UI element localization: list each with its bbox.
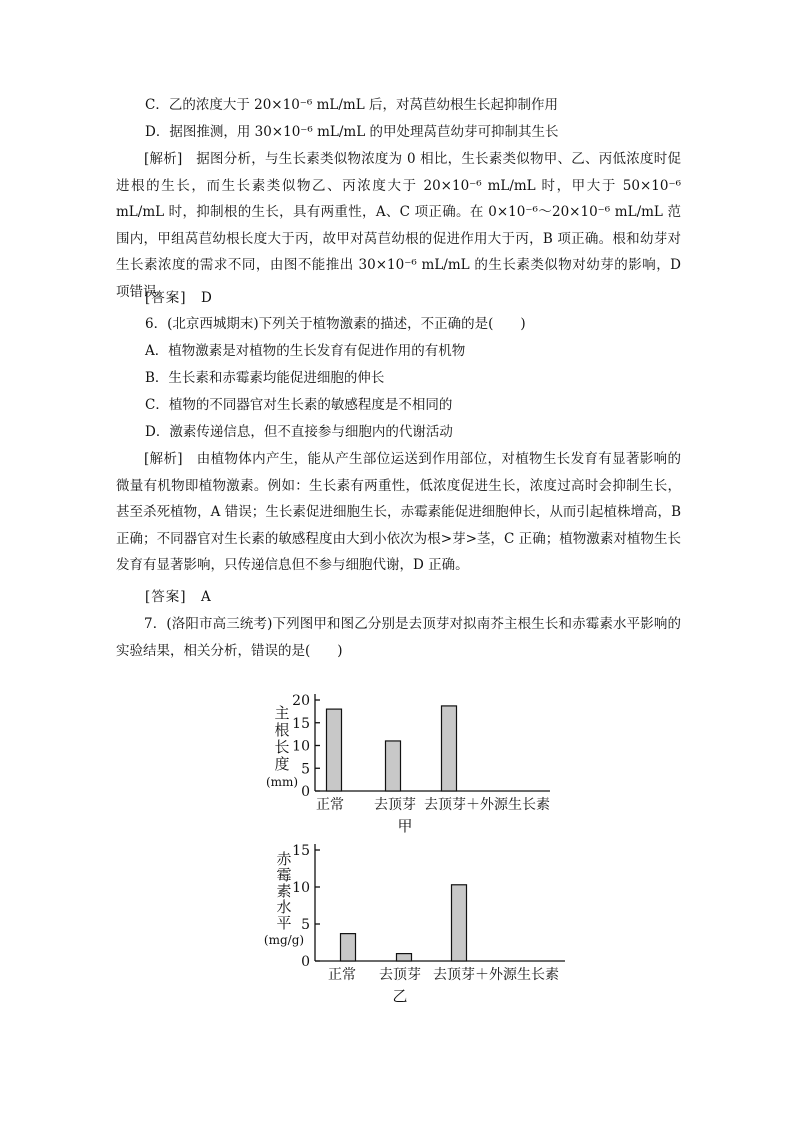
- q5-analysis: [解析] 据图分析，与生长素类似物浓度为 0 相比，生长素类似物甲、乙、丙低浓度时促进根的生长，而生长素类似物乙、丙浓度大于 20×10⁻⁶ mL/mL 时，甲大于 50×10⁻⁶ mL/mL 时，抑制根的生长，具有两重性，A、C 项正确。在 0×10⁻⁶～20×10⁻⁶ mL/mL 范围内，甲组莴苣幼根长度大于丙，故甲对莴苣幼根的促进作用大于丙，B 项正确。根和幼芽对生长素浓度的需求不同，由图不能推出 30×10⁻⁶ mL/mL 的生长素类似物对幼芽的影响，D 项错误。: [116, 151, 681, 300]
- y-tick-label: 10: [292, 738, 310, 755]
- y-axis-label: (mm): [265, 775, 299, 789]
- bar: [341, 934, 356, 961]
- chart-title: 乙: [392, 987, 408, 1005]
- chart-yi: [250, 843, 580, 1008]
- bar: [327, 709, 342, 791]
- y-axis-label: (mg/g): [263, 933, 305, 947]
- q6-option-a: A．植物激素是对植物的生长发育有促进作用的有机物: [145, 343, 466, 359]
- y-tick-label: 0: [301, 954, 310, 970]
- x-tick-label: 去顶芽＋外源生长素: [424, 797, 550, 813]
- bar: [386, 741, 401, 791]
- y-axis-label: 赤: [276, 850, 292, 868]
- y-tick-label: 15: [292, 715, 310, 732]
- bar: [397, 954, 412, 961]
- x-tick-label: 去顶芽: [374, 797, 416, 813]
- y-tick-label: 0: [301, 784, 310, 800]
- q6-option-b: B．生长素和赤霉素均能促进细胞的伸长: [145, 370, 385, 386]
- chart-title: 甲: [397, 817, 413, 835]
- bar: [452, 885, 467, 961]
- x-tick-label: 去顶芽: [379, 967, 421, 983]
- y-axis-label: 度: [274, 755, 290, 773]
- bar: [442, 706, 457, 791]
- q5-option-d: D．据图推测，用 30×10⁻⁶ mL/mL 的甲处理莴苣幼芽可抑制其生长: [145, 124, 559, 140]
- y-tick-label: 5: [301, 761, 310, 778]
- q6-answer: [答案] A: [145, 589, 212, 605]
- chart-jia: [250, 678, 580, 836]
- q7-stem: 7．(洛阳市高三统考)下列图甲和图乙分别是去顶芽对拟南芥主根生长和赤霉素水平影响的实验结果，相关分析，错误的是( ): [116, 616, 681, 659]
- y-axis-label: 水: [276, 898, 292, 916]
- q6-analysis: [解析] 由植物体内产生，能从产生部位运送到作用部位，对植物生长发育有显著影响的微量有机物即植物激素。例如：生长素有两重性，低浓度促进生长，浓度过高时会抑制生长，甚至杀死植物，A 错误；生长素促进细胞生长，赤霉素能促进细胞伸长，从而引起植株增高，B 正确；不同器官对生长素的敏感程度由大到小依次为根>芽>茎，C 正确；植物激素对植物生长发育有显著影响，只传递信息但不参与细胞代谢，D 正确。: [116, 451, 681, 573]
- y-tick-label: 5: [301, 917, 310, 933]
- x-tick-label: 正常: [316, 797, 344, 813]
- q6-option-c: C．植物的不同器官对生长素的敏感程度是不相同的: [145, 397, 453, 413]
- y-tick-label: 15: [292, 843, 310, 859]
- y-axis-label: 霉: [276, 866, 292, 884]
- y-axis-label: 根: [274, 721, 290, 739]
- x-tick-label: 去顶芽＋外源生长素: [433, 967, 559, 983]
- y-axis-label: 平: [276, 914, 292, 932]
- q6-stem: 6．(北京西城期末)下列关于植物激素的描述，不正确的是( ): [145, 316, 526, 332]
- q5-option-c: C．乙的浓度大于 20×10⁻⁶ mL/mL 后，对莴苣幼根生长起抑制作用: [145, 97, 558, 113]
- y-tick-label: 20: [292, 693, 310, 709]
- y-axis-label: 主: [274, 704, 290, 722]
- q5-answer: [答案] D: [145, 290, 213, 306]
- y-axis-label: 长: [274, 738, 290, 756]
- y-axis-label: 素: [276, 882, 292, 900]
- q6-option-d: D．激素传递信息，但不直接参与细胞内的代谢活动: [145, 424, 453, 440]
- x-tick-label: 正常: [328, 967, 356, 983]
- y-tick-label: 10: [292, 880, 310, 896]
